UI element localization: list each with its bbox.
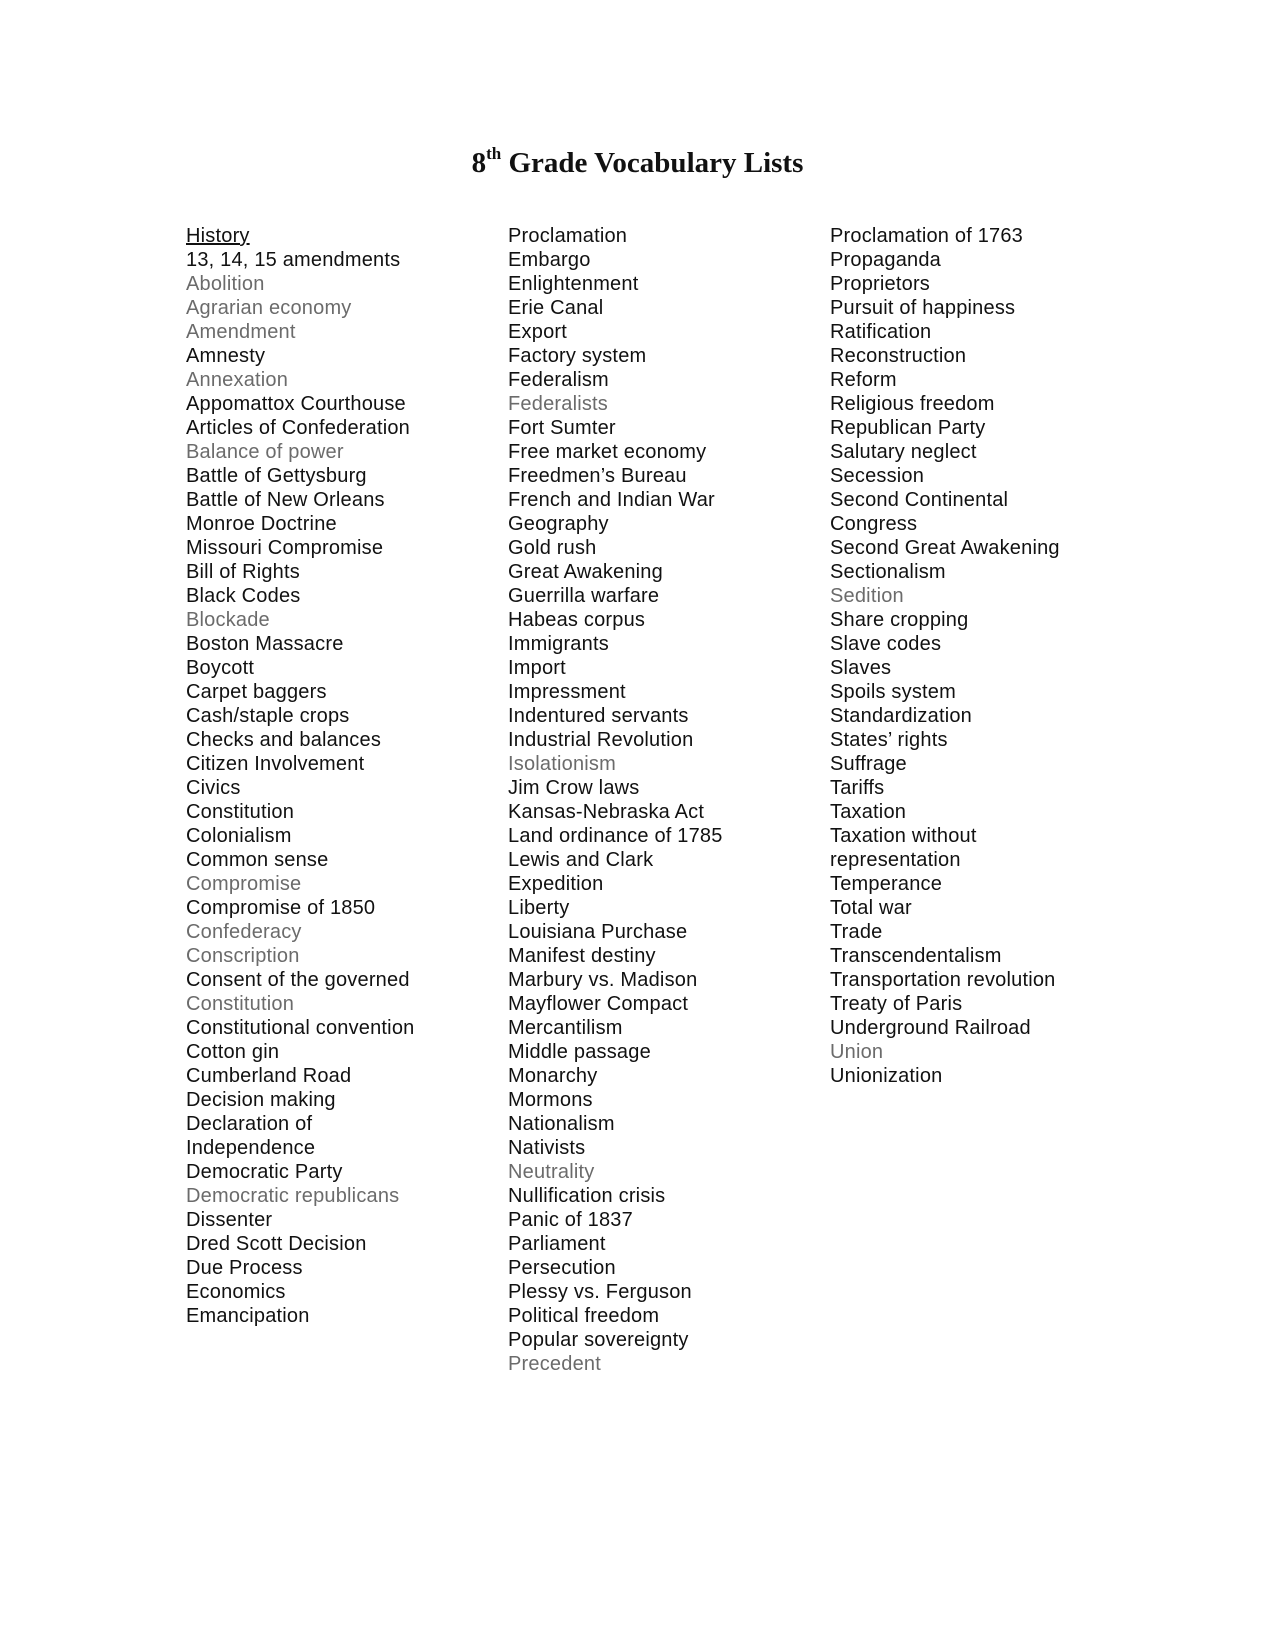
vocabulary-term: Transportation revolution <box>830 969 1056 991</box>
vocabulary-term: Second Great Awakening <box>830 537 1060 559</box>
vocabulary-term: Colonialism <box>186 825 292 847</box>
vocabulary-term: Middle passage <box>508 1041 651 1063</box>
vocabulary-term: Suffrage <box>830 753 907 775</box>
vocabulary-term: Economics <box>186 1281 286 1303</box>
vocabulary-term: Erie Canal <box>508 297 604 319</box>
vocabulary-term: Declaration of <box>186 1113 313 1135</box>
vocabulary-term: Missouri Compromise <box>186 537 384 559</box>
vocabulary-term: Decision making <box>186 1089 336 1111</box>
vocabulary-term: Proprietors <box>830 273 931 295</box>
title-number: 8 <box>471 147 487 179</box>
vocabulary-term: Jim Crow laws <box>508 777 640 799</box>
vocabulary-term: Republican Party <box>830 417 986 439</box>
vocabulary-term: Marbury vs. Madison <box>508 969 698 991</box>
vocabulary-term: Articles of Confederation <box>186 417 411 439</box>
vocabulary-column-3 <box>830 224 1060 1088</box>
vocabulary-term: Compromise of 1850 <box>186 897 376 919</box>
vocabulary-column-1 <box>186 224 414 1328</box>
vocabulary-term: Free market economy <box>508 441 707 463</box>
vocabulary-term: Balance of power <box>186 441 344 463</box>
vocabulary-term: Embargo <box>508 249 591 271</box>
vocabulary-term: Monroe Doctrine <box>186 513 337 535</box>
vocabulary-term: Annexation <box>186 369 289 391</box>
vocabulary-term: Guerrilla warfare <box>508 585 660 607</box>
vocabulary-term: Confederacy <box>186 921 302 943</box>
vocabulary-term: Congress <box>830 513 918 535</box>
vocabulary-term: Temperance <box>830 873 943 895</box>
vocabulary-term: Persecution <box>508 1257 616 1279</box>
vocabulary-term: Standardization <box>830 705 972 727</box>
page-title <box>0 143 1275 183</box>
vocabulary-term: Tariffs <box>830 777 885 799</box>
vocabulary-term: Lewis and Clark <box>508 849 654 871</box>
vocabulary-term: Union <box>830 1041 884 1063</box>
vocabulary-term: Geography <box>508 513 609 535</box>
vocabulary-term: Agrarian economy <box>186 297 352 319</box>
vocabulary-term: Indentured servants <box>508 705 689 727</box>
vocabulary-term: French and Indian War <box>508 489 715 511</box>
vocabulary-column-2 <box>508 224 723 1376</box>
vocabulary-term: Abolition <box>186 273 265 295</box>
vocabulary-term: Trade <box>830 921 883 943</box>
vocabulary-term: Nullification crisis <box>508 1185 666 1207</box>
vocabulary-term: Independence <box>186 1137 316 1159</box>
vocabulary-term: Gold rush <box>508 537 597 559</box>
vocabulary-term: Reform <box>830 369 897 391</box>
vocabulary-term: Sedition <box>830 585 904 607</box>
vocabulary-term: Fort Sumter <box>508 417 616 439</box>
vocabulary-term: Secession <box>830 465 925 487</box>
vocabulary-term: Democratic republicans <box>186 1185 400 1207</box>
vocabulary-term: Civics <box>186 777 241 799</box>
column-heading-history: History <box>186 225 250 247</box>
vocabulary-term: Plessy vs. Ferguson <box>508 1281 692 1303</box>
vocabulary-term: Second Continental <box>830 489 1009 511</box>
vocabulary-term: Consent of the governed <box>186 969 410 991</box>
vocabulary-term: Great Awakening <box>508 561 663 583</box>
vocabulary-term: Slaves <box>830 657 892 679</box>
vocabulary-term: Panic of 1837 <box>508 1209 633 1231</box>
vocabulary-term: Taxation without <box>830 825 977 847</box>
vocabulary-term: Cotton gin <box>186 1041 280 1063</box>
vocabulary-term: Isolationism <box>508 753 616 775</box>
vocabulary-term: Federalists <box>508 393 609 415</box>
vocabulary-term: Proclamation <box>508 225 628 247</box>
vocabulary-term: Nationalism <box>508 1113 615 1135</box>
vocabulary-term: Religious freedom <box>830 393 995 415</box>
vocabulary-term: Liberty <box>508 897 570 919</box>
vocabulary-term: Citizen Involvement <box>186 753 365 775</box>
vocabulary-term: Cumberland Road <box>186 1065 352 1087</box>
vocabulary-term: Common sense <box>186 849 329 871</box>
vocabulary-term: Bill of Rights <box>186 561 300 583</box>
vocabulary-term: Unionization <box>830 1065 943 1087</box>
vocabulary-term: Constitutional convention <box>186 1017 415 1039</box>
vocabulary-term: Spoils system <box>830 681 956 703</box>
vocabulary-term: Habeas corpus <box>508 609 646 631</box>
vocabulary-term: Kansas-Nebraska Act <box>508 801 705 823</box>
vocabulary-term: Impressment <box>508 681 626 703</box>
vocabulary-term: Nativists <box>508 1137 586 1159</box>
vocabulary-term: Amnesty <box>186 345 266 367</box>
vocabulary-term: Enlightenment <box>508 273 639 295</box>
vocabulary-term: Transcendentalism <box>830 945 1002 967</box>
vocabulary-term: Compromise <box>186 873 302 895</box>
vocabulary-term: Dred Scott Decision <box>186 1233 367 1255</box>
title-text: Grade Vocabulary Lists <box>501 147 804 179</box>
vocabulary-term: Amendment <box>186 321 296 343</box>
vocabulary-term: Taxation <box>830 801 907 823</box>
vocabulary-term: Mercantilism <box>508 1017 623 1039</box>
vocabulary-term: Salutary neglect <box>830 441 977 463</box>
vocabulary-term: Industrial Revolution <box>508 729 694 751</box>
vocabulary-term: Mormons <box>508 1089 593 1111</box>
vocabulary-term: Checks and balances <box>186 729 382 751</box>
vocabulary-term: Slave codes <box>830 633 942 655</box>
vocabulary-term: Emancipation <box>186 1305 310 1327</box>
vocabulary-term: Monarchy <box>508 1065 598 1087</box>
vocabulary-term: Louisiana Purchase <box>508 921 688 943</box>
vocabulary-term: Black Codes <box>186 585 301 607</box>
vocabulary-term: Pursuit of happiness <box>830 297 1016 319</box>
vocabulary-term: 13, 14, 15 amendments <box>186 249 401 271</box>
vocabulary-term: Import <box>508 657 566 679</box>
vocabulary-term: Battle of New Orleans <box>186 489 385 511</box>
vocabulary-term: Factory system <box>508 345 647 367</box>
vocabulary-term: Reconstruction <box>830 345 967 367</box>
title-superscript: th <box>486 144 502 163</box>
vocabulary-term: Proclamation of 1763 <box>830 225 1024 247</box>
vocabulary-term: Boston Massacre <box>186 633 344 655</box>
vocabulary-term: Popular sovereignty <box>508 1329 689 1351</box>
vocabulary-term: Share cropping <box>830 609 969 631</box>
vocabulary-term: Sectionalism <box>830 561 946 583</box>
vocabulary-term: Export <box>508 321 568 343</box>
vocabulary-term: Manifest destiny <box>508 945 656 967</box>
vocabulary-term: Dissenter <box>186 1209 273 1231</box>
vocabulary-term: Freedmen’s Bureau <box>508 465 687 487</box>
vocabulary-term: Expedition <box>508 873 604 895</box>
vocabulary-term: Blockade <box>186 609 270 631</box>
vocabulary-term: Mayflower Compact <box>508 993 689 1015</box>
vocabulary-term: representation <box>830 849 961 871</box>
vocabulary-term: Treaty of Paris <box>830 993 963 1015</box>
vocabulary-term: Underground Railroad <box>830 1017 1031 1039</box>
vocabulary-term: Constitution <box>186 993 295 1015</box>
vocabulary-term: Democratic Party <box>186 1161 343 1183</box>
vocabulary-term: Battle of Gettysburg <box>186 465 367 487</box>
vocabulary-term: Constitution <box>186 801 295 823</box>
vocabulary-term: Boycott <box>186 657 255 679</box>
vocabulary-term: Land ordinance of 1785 <box>508 825 723 847</box>
vocabulary-term: Precedent <box>508 1353 601 1375</box>
vocabulary-term: Total war <box>830 897 912 919</box>
vocabulary-term: Ratification <box>830 321 932 343</box>
vocabulary-term: Carpet baggers <box>186 681 327 703</box>
vocabulary-term: Political freedom <box>508 1305 660 1327</box>
vocabulary-term: Due Process <box>186 1257 303 1279</box>
vocabulary-term: Parliament <box>508 1233 606 1255</box>
vocabulary-term: Propaganda <box>830 249 941 271</box>
vocabulary-term: Neutrality <box>508 1161 595 1183</box>
vocabulary-term: Federalism <box>508 369 609 391</box>
vocabulary-term: Cash/staple crops <box>186 705 350 727</box>
vocabulary-term: States’ rights <box>830 729 948 751</box>
vocabulary-term: Conscription <box>186 945 300 967</box>
vocabulary-term: Appomattox Courthouse <box>186 393 406 415</box>
vocabulary-term: Immigrants <box>508 633 609 655</box>
